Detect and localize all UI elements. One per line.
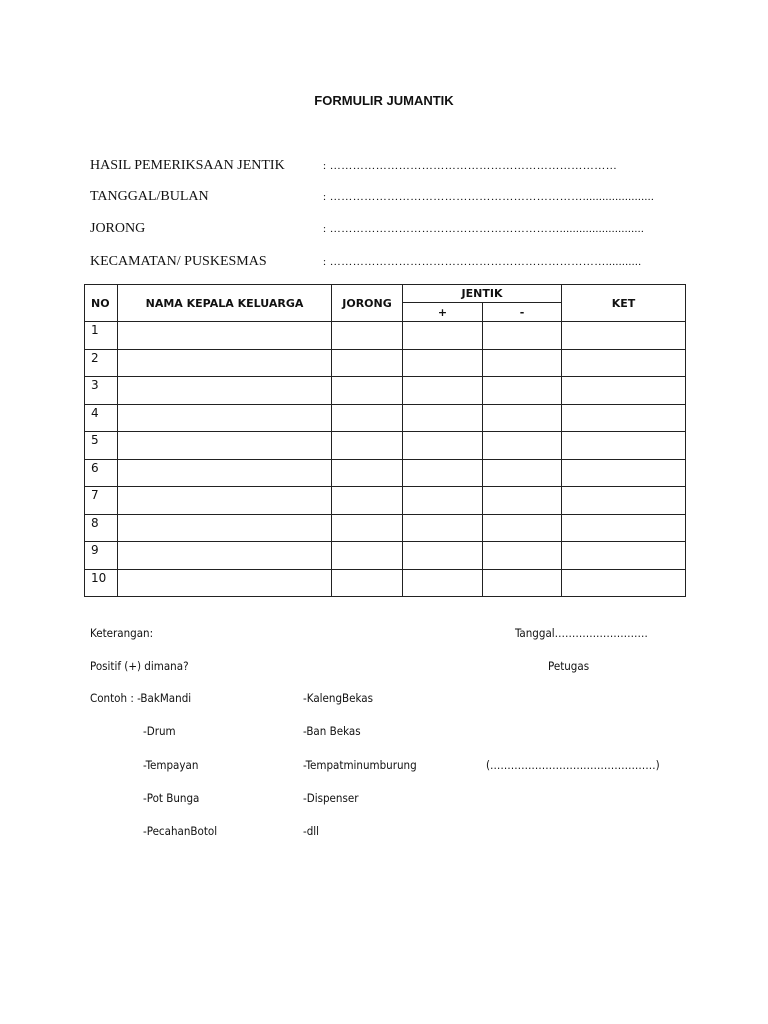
- contoh-item-pecahanbotol: -PecahanBotol: [143, 824, 218, 838]
- cell-nama[interactable]: [118, 377, 332, 405]
- cell-jentik-positive[interactable]: [403, 404, 483, 432]
- jentik-table: [84, 284, 686, 597]
- cell-jorong[interactable]: [332, 377, 403, 405]
- table-row: [85, 322, 686, 350]
- row-number: 4: [85, 404, 118, 432]
- tanggal-label: Tanggal………………………: [515, 626, 648, 640]
- field-label: HASIL PEMERIKSAAN JENTIK: [90, 158, 285, 173]
- cell-jorong[interactable]: [332, 432, 403, 460]
- cell-jentik-positive[interactable]: [403, 377, 483, 405]
- header-nama-kepala-keluarga: NAMA KEPALA KELUARGA: [118, 285, 332, 322]
- cell-nama[interactable]: [118, 514, 332, 542]
- cell-ket[interactable]: [562, 432, 686, 460]
- cell-jentik-positive[interactable]: [403, 542, 483, 570]
- cell-jorong[interactable]: [332, 514, 403, 542]
- cell-ket[interactable]: [562, 404, 686, 432]
- cell-ket[interactable]: [562, 322, 686, 350]
- cell-ket[interactable]: [562, 349, 686, 377]
- cell-jentik-negative[interactable]: [483, 349, 562, 377]
- cell-jentik-positive[interactable]: [403, 459, 483, 487]
- cell-nama[interactable]: [118, 349, 332, 377]
- contoh-item-bakmandi: Contoh : -BakMandi: [90, 691, 192, 705]
- cell-jentik-negative[interactable]: [483, 514, 562, 542]
- field-label: KECAMATAN/ PUSKESMAS: [90, 254, 267, 269]
- cell-nama[interactable]: [118, 487, 332, 515]
- row-number: 8: [85, 514, 118, 542]
- cell-nama[interactable]: [118, 542, 332, 570]
- row-number: 6: [85, 459, 118, 487]
- cell-jentik-negative[interactable]: [483, 377, 562, 405]
- cell-jorong[interactable]: [332, 487, 403, 515]
- form-title: FORMULIR JUMANTIK: [314, 93, 454, 108]
- header-ket: KET: [562, 285, 686, 322]
- row-number: 9: [85, 542, 118, 570]
- cell-jorong[interactable]: [332, 569, 403, 597]
- cell-jentik-negative[interactable]: [483, 487, 562, 515]
- positif-question: Positif (+) dimana?: [90, 659, 189, 673]
- row-number: 2: [85, 349, 118, 377]
- contoh-item-kalengbekas: -KalengBekas: [303, 691, 374, 705]
- petugas-label: Petugas: [548, 659, 590, 673]
- cell-ket[interactable]: [562, 542, 686, 570]
- contoh-item-drum: -Drum: [143, 724, 176, 738]
- table-row: [85, 404, 686, 432]
- table-row: [85, 349, 686, 377]
- cell-jentik-positive[interactable]: [403, 569, 483, 597]
- contoh-item-dispenser: -Dispenser: [303, 791, 359, 805]
- cell-jentik-negative[interactable]: [483, 459, 562, 487]
- header-jentik-negative: -: [483, 303, 562, 322]
- table-row: [85, 569, 686, 597]
- header-no: NO: [85, 285, 118, 322]
- field-dots: : ………………………………………………………………...........: [323, 256, 642, 268]
- table-row: [85, 487, 686, 515]
- cell-ket[interactable]: [562, 459, 686, 487]
- row-number: 10: [85, 569, 118, 597]
- cell-jorong[interactable]: [332, 542, 403, 570]
- cell-ket[interactable]: [562, 377, 686, 405]
- cell-jentik-negative[interactable]: [483, 542, 562, 570]
- cell-jentik-negative[interactable]: [483, 404, 562, 432]
- contoh-item-ban-bekas: -Ban Bekas: [303, 724, 361, 738]
- cell-nama[interactable]: [118, 459, 332, 487]
- signature-line: (…………………………………………): [486, 758, 660, 772]
- cell-ket[interactable]: [562, 487, 686, 515]
- cell-nama[interactable]: [118, 569, 332, 597]
- table-row: [85, 514, 686, 542]
- table-row: [85, 432, 686, 460]
- cell-nama[interactable]: [118, 404, 332, 432]
- cell-jentik-positive[interactable]: [403, 487, 483, 515]
- cell-jorong[interactable]: [332, 459, 403, 487]
- contoh-item-dll: -dll: [303, 824, 320, 838]
- cell-jentik-positive[interactable]: [403, 349, 483, 377]
- contoh-item-pot-bunga: -Pot Bunga: [143, 791, 200, 805]
- row-number: 1: [85, 322, 118, 350]
- cell-jorong[interactable]: [332, 322, 403, 350]
- row-number: 3: [85, 377, 118, 405]
- contoh-item-tempatminumburung: -Tempatminumburung: [303, 758, 417, 772]
- field-dots: : ……………………………………………………..........................: [323, 223, 645, 235]
- header-jentik: JENTIK: [403, 285, 562, 303]
- cell-jentik-positive[interactable]: [403, 322, 483, 350]
- field-dots: : …………………………………………………………………: [323, 160, 618, 172]
- table-row: [85, 459, 686, 487]
- cell-jentik-negative[interactable]: [483, 322, 562, 350]
- cell-nama[interactable]: [118, 322, 332, 350]
- cell-jentik-negative[interactable]: [483, 569, 562, 597]
- cell-jentik-negative[interactable]: [483, 432, 562, 460]
- cell-jentik-positive[interactable]: [403, 432, 483, 460]
- field-label: TANGGAL/BULAN: [90, 189, 209, 204]
- cell-ket[interactable]: [562, 569, 686, 597]
- keterangan-label: Keterangan:: [90, 626, 154, 640]
- contoh-item-tempayan: -Tempayan: [143, 758, 199, 772]
- header-jorong: JORONG: [332, 285, 403, 322]
- cell-jorong[interactable]: [332, 404, 403, 432]
- header-jentik-positive: +: [403, 303, 483, 322]
- row-number: 5: [85, 432, 118, 460]
- field-dots: : …………………………………………………………......................: [323, 191, 655, 203]
- cell-jentik-positive[interactable]: [403, 514, 483, 542]
- cell-ket[interactable]: [562, 514, 686, 542]
- cell-nama[interactable]: [118, 432, 332, 460]
- table-row: [85, 377, 686, 405]
- row-number: 7: [85, 487, 118, 515]
- cell-jorong[interactable]: [332, 349, 403, 377]
- field-label: JORONG: [90, 221, 146, 236]
- table-row: [85, 542, 686, 570]
